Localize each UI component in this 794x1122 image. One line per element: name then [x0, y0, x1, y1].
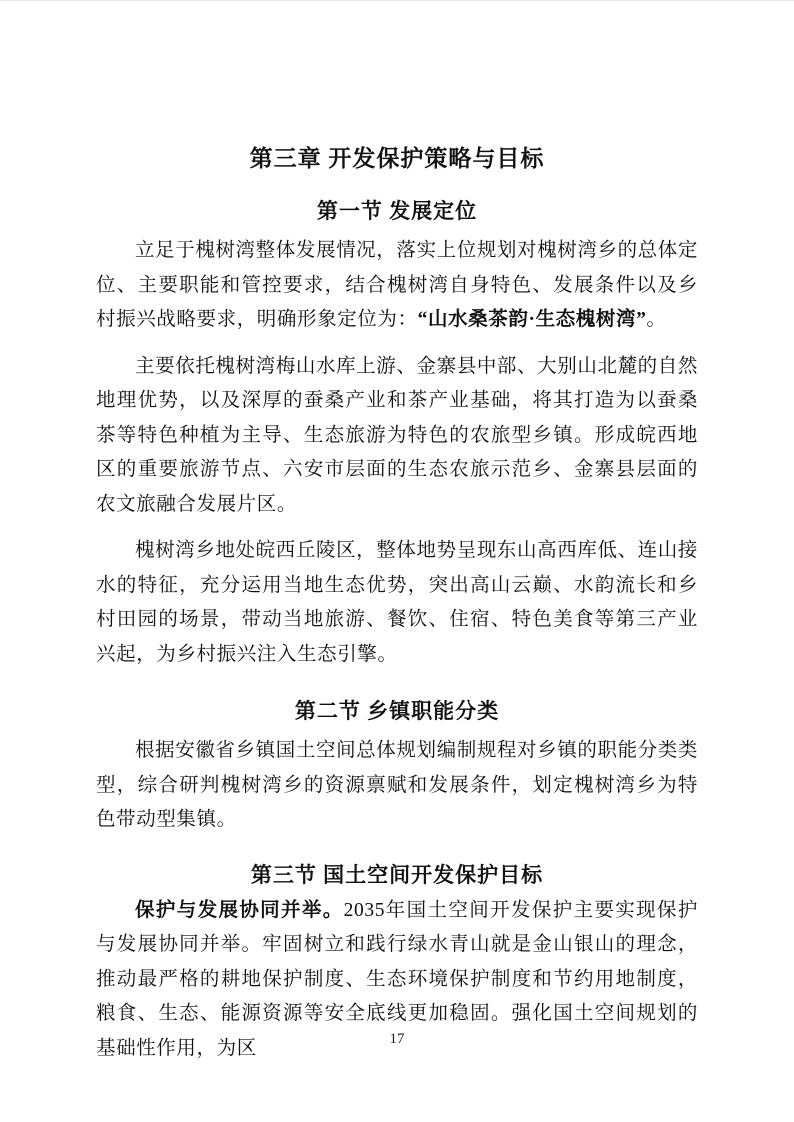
paragraph-text: 2035年国土空间开发保护主要实现保护与发展协同并举。牢固树立和践行绿水青山就是金山银山的理念，推动最严格的耕地保护制度、生态环境保护制度和节约用地制度，粮食、生态、能源资源等安全底线更加稳固。强化国土空间规划的基础性作用，为区 — [96, 899, 698, 1059]
section-1-title: 第一节 发展定位 — [316, 199, 478, 223]
section-1-paragraph-1 — [96, 234, 698, 338]
goal-lead-phrase: 保护与发展协同并举。 — [135, 899, 344, 921]
page-content — [0, 142, 794, 1066]
page-top-edge — [0, 0, 794, 1]
brand-positioning-phrase: “山水桑茶韵·生态槐树湾” — [417, 309, 647, 330]
paragraph-text: 。 — [646, 309, 667, 330]
section-1-paragraph-3: 槐树湾乡地处皖西丘陵区，整体地势呈现东山高西库低、连山接水的特征，充分运用当地生态优势，突出高山云巅、水韵流长和乡村田园的场景，带动当地旅游、餐饮、住宿、特色美食等第三产业兴起，为乡村振兴注入生态引擎。 — [96, 540, 698, 665]
section-1-paragraph-2: 主要依托槐树湾梅山水库上游、金寨县中部、大别山北麓的自然地理优势，以及深厚的蚕桑产业和茶产业基础，将其打造为以蚕桑茶等特色种植为主导、生态旅游为特色的农旅型乡镇。形成皖西地区的重要旅游节点、六安市层面的生态农旅示范乡、金寨县层面的农文旅融合发展片区。 — [96, 355, 698, 515]
chapter-title: 第三章 开发保护策略与目标 — [249, 146, 545, 171]
section-2-paragraph-1: 根据安徽省乡镇国土空间总体规划编制规程对乡镇的职能分类类型，综合研判槐树湾乡的资源禀赋和发展条件，划定槐树湾乡为特色带动型集镇。 — [96, 740, 698, 830]
section-2-title: 第二节 乡镇职能分类 — [294, 699, 500, 723]
paragraph-text: 立足于槐树湾整体发展情况，落实上位规划对槐树湾乡的总体定位、主要职能和管控要求，结合槐树湾自身特色、发展条件以及乡村振兴战略要求，明确形象定位为： — [96, 240, 698, 330]
section-3-title: 第三节 国土空间开发保护目标 — [250, 862, 544, 887]
page-number: 17 — [389, 1031, 405, 1047]
